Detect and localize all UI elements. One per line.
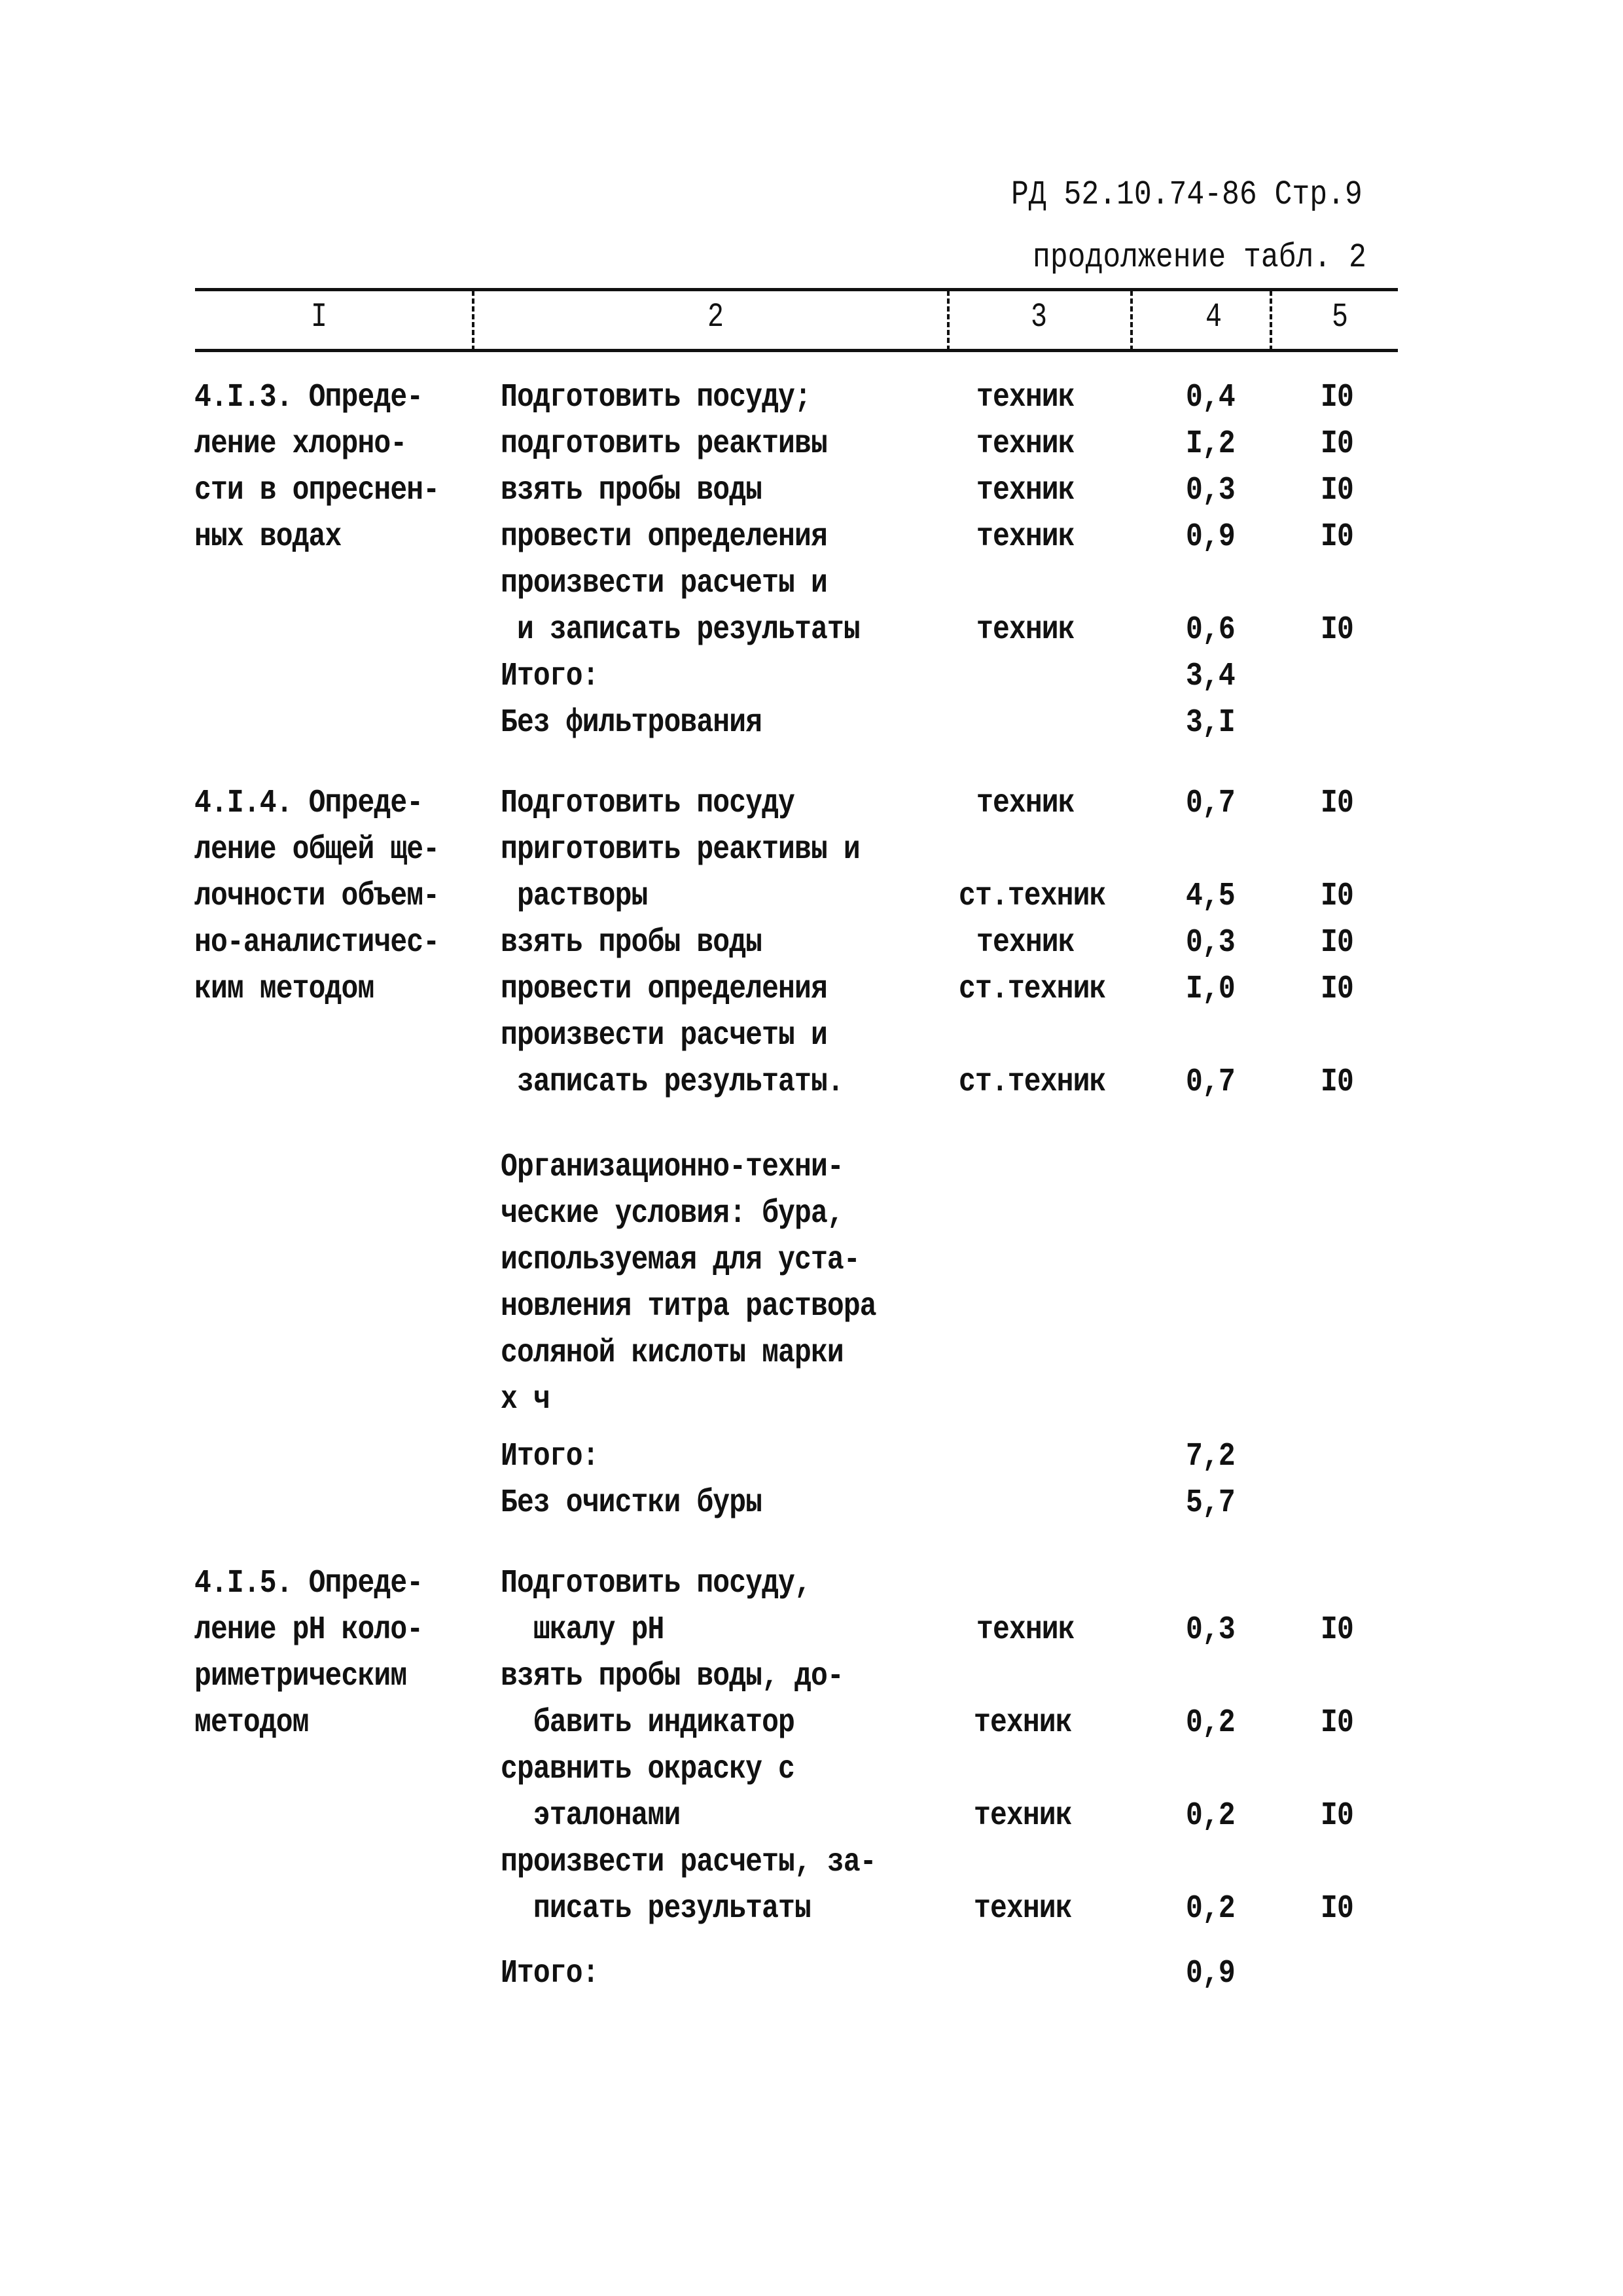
operation-text: растворы	[501, 878, 648, 915]
count-value: I0	[1321, 1704, 1353, 1742]
operation-text: Подготовить посуду,	[501, 1565, 811, 1602]
count-value: I0	[1321, 785, 1353, 822]
time-value: 0,2	[1186, 1704, 1235, 1742]
operation-text: эталонами	[501, 1797, 681, 1835]
performer: ст.техник	[959, 1064, 1106, 1101]
table-header-bottom-rule	[195, 349, 1398, 352]
operation-text: шкалу pH	[501, 1611, 664, 1649]
section-title-line: 4.I.3. Опреде-	[194, 379, 423, 416]
note-line: х ч	[501, 1381, 550, 1418]
section-title-line: сти в опреснен-	[194, 472, 440, 509]
performer: ст.техник	[959, 971, 1106, 1008]
time-value: 4,5	[1186, 878, 1235, 915]
operation-text: взять пробы воды, до-	[501, 1658, 844, 1695]
operation-text: Подготовить посуду;	[501, 379, 811, 416]
performer: техник	[976, 472, 1075, 509]
total-label: Без фильтрования	[501, 704, 762, 742]
count-value: I0	[1321, 878, 1353, 915]
column-header-5: 5	[1332, 298, 1348, 336]
operation-text: бавить индикатор	[501, 1704, 795, 1742]
section-title-line: ким методом	[194, 971, 374, 1008]
performer: техник	[976, 1611, 1075, 1649]
total-value: 5,7	[1186, 1484, 1235, 1522]
operation-text: произвести расчеты и	[501, 1017, 827, 1054]
section-title-line: но-аналистичес-	[194, 924, 440, 961]
time-value: 0,6	[1186, 611, 1235, 649]
operation-text: сравнить окраску с	[501, 1751, 795, 1788]
performer: техник	[976, 785, 1075, 822]
time-value: I,0	[1186, 971, 1235, 1008]
total-label: Итого:	[501, 1438, 599, 1475]
section-title-line: 4.I.5. Опреде-	[194, 1565, 423, 1602]
time-value: 0,9	[1186, 518, 1235, 556]
document-reference: РД 52.10.74-86 Стр.9	[1011, 175, 1363, 214]
count-value: I0	[1321, 1890, 1353, 1928]
count-value: I0	[1321, 425, 1353, 463]
note-line: Организационно-техни-	[501, 1149, 844, 1186]
time-value: 0,2	[1186, 1890, 1235, 1928]
section-title-line: ных водах	[194, 518, 342, 556]
performer: техник	[976, 611, 1075, 649]
column-divider	[1270, 291, 1275, 351]
time-value: 0,4	[1186, 379, 1235, 416]
operation-text: провести определения	[501, 518, 827, 556]
count-value: I0	[1321, 1797, 1353, 1835]
performer: ст.техник	[959, 878, 1106, 915]
table-top-rule	[195, 288, 1398, 291]
column-header-2: 2	[707, 298, 724, 336]
operation-text: и записать результаты	[501, 611, 860, 649]
operation-text: подготовить реактивы	[501, 425, 827, 463]
note-line: используемая для уста-	[501, 1242, 860, 1279]
column-header-4: 4	[1205, 298, 1222, 336]
operation-text: Подготовить посуду	[501, 785, 795, 822]
total-label: Без очистки буры	[501, 1484, 762, 1522]
section-title-line: риметрическим	[194, 1658, 407, 1695]
time-value: 0,2	[1186, 1797, 1235, 1835]
note-line: соляной кислоты марки	[501, 1335, 844, 1372]
operation-text: писать результаты	[501, 1890, 811, 1928]
section-title-line: методом	[194, 1704, 309, 1742]
operation-text: приготовить реактивы и	[501, 831, 860, 869]
total-value: 7,2	[1186, 1438, 1235, 1475]
count-value: I0	[1321, 472, 1353, 509]
total-label: Итого:	[501, 658, 599, 695]
operation-text: произвести расчеты и	[501, 565, 827, 602]
total-label: Итого:	[501, 1955, 599, 1992]
performer: техник	[974, 1890, 1072, 1928]
count-value: I0	[1321, 518, 1353, 556]
table-continuation-label: продолжение табл. 2	[1033, 238, 1366, 277]
total-value: 3,4	[1186, 658, 1235, 695]
total-value: 3,I	[1186, 704, 1235, 742]
count-value: I0	[1321, 1064, 1353, 1101]
column-divider	[1130, 291, 1135, 351]
section-title-line: 4.I.4. Опреде-	[194, 785, 423, 822]
section-title-line: ление общей ще-	[194, 831, 440, 869]
time-value: 0,3	[1186, 1611, 1235, 1649]
note-line: ческие условия: бура,	[501, 1195, 844, 1232]
column-header-3: 3	[1031, 298, 1047, 336]
operation-text: провести определения	[501, 971, 827, 1008]
column-divider	[472, 291, 477, 351]
column-divider	[947, 291, 952, 351]
note-line: новления титра раствора	[501, 1288, 876, 1325]
performer: техник	[974, 1704, 1072, 1742]
performer: техник	[976, 924, 1075, 961]
section-title-line: ление хлорно-	[194, 425, 407, 463]
count-value: I0	[1321, 379, 1353, 416]
time-value: I,2	[1186, 425, 1235, 463]
total-value: 0,9	[1186, 1955, 1235, 1992]
performer: техник	[976, 518, 1075, 556]
operation-text: произвести расчеты, за-	[501, 1844, 876, 1881]
time-value: 0,3	[1186, 924, 1235, 961]
performer: техник	[976, 425, 1075, 463]
section-title-line: ление pH коло-	[194, 1611, 423, 1649]
performer: техник	[974, 1797, 1072, 1835]
performer: техник	[976, 379, 1075, 416]
operation-text: взять пробы воды	[501, 472, 762, 509]
count-value: I0	[1321, 1611, 1353, 1649]
section-title-line: лочности объем-	[194, 878, 440, 915]
time-value: 0,7	[1186, 1064, 1235, 1101]
time-value: 0,3	[1186, 472, 1235, 509]
operation-text: записать результаты.	[501, 1064, 844, 1101]
count-value: I0	[1321, 611, 1353, 649]
time-value: 0,7	[1186, 785, 1235, 822]
count-value: I0	[1321, 924, 1353, 961]
count-value: I0	[1321, 971, 1353, 1008]
operation-text: взять пробы воды	[501, 924, 762, 961]
column-header-1: I	[311, 298, 327, 336]
